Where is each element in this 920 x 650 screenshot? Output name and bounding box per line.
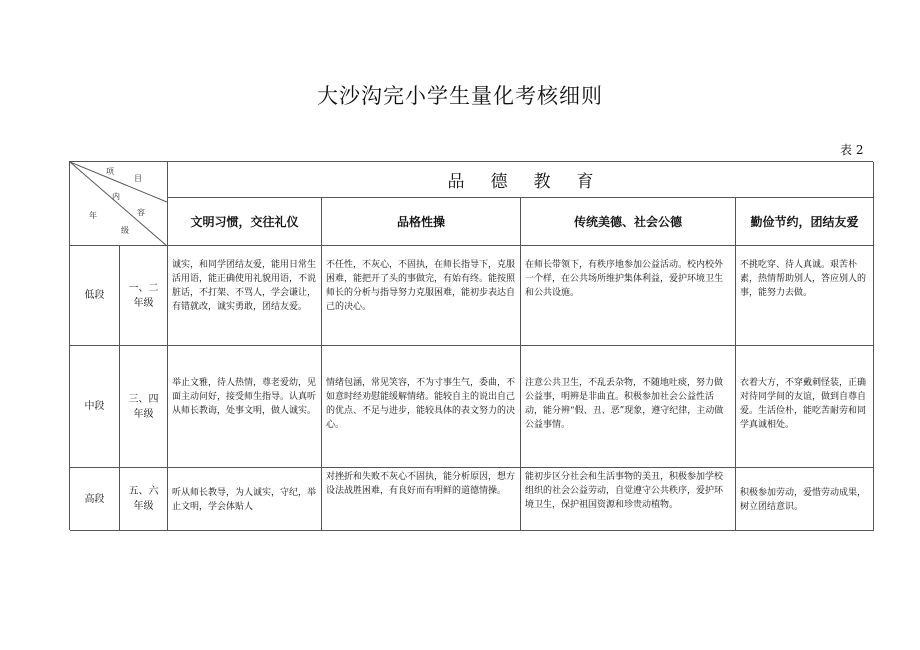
corner-label-ji: 级: [121, 226, 129, 235]
stage-cell: 高段: [70, 468, 120, 531]
criteria-cell: 衣着大方，不穿戴刺怪装，正确对待同学间的友谊，做到自尊自爱。生活俭朴，能吃苦耐劳和同学真诚相处。: [736, 346, 874, 468]
grade-cell: 五、六年级: [120, 468, 168, 531]
column-header: 勤俭节约，团结友爱: [736, 198, 874, 246]
corner-label-mu: 目: [134, 174, 142, 183]
stage-cell: 低段: [70, 246, 120, 346]
criteria-cell: 听从师长教导，为人诚实，守纪，举止文明，学会体贴人: [168, 468, 322, 531]
criteria-cell: 诚实，和同学团结友爱，能用日常生活用语，能正确使用礼貌用语，不说脏话，不打架、不骂人，学会谦让，有错就改，诚实勇敢，团结友爱。: [168, 246, 322, 346]
column-header: 传统美德、社会公德: [521, 198, 736, 246]
grade-cell: 一、二年级: [120, 246, 168, 346]
corner-label-rong: 容: [137, 208, 145, 217]
criteria-cell: 不挑吃穿、待人真诚。艰苦朴素，热情帮助别人，答应别人的事，能努力去做。: [736, 246, 874, 346]
criteria-cell: 对挫折和失败不灰心不固执，能分析原因，想方设法战胜困难，有良好而有明鲜的道德情操。: [322, 468, 521, 531]
column-header: 文明习惯，交往礼仪: [168, 198, 322, 246]
corner-label-xiang: 项: [106, 167, 114, 176]
criteria-cell: 不任性，不灰心，不固执，在师长指导下，克服困难，能把开了头的事做完，有始有终。能按照师长的分析与指导努力克服困难，能初步表达自己的决心。: [322, 246, 521, 346]
corner-label-nian: 年: [89, 211, 97, 220]
corner-diagonal-lines: [70, 162, 168, 246]
corner-label-nei: 内: [112, 192, 120, 201]
assessment-table: [69, 161, 873, 530]
category-header: 品德教育: [168, 162, 874, 198]
criteria-cell: 在师长带领下，有秩序地参加公益活动。校内校外一个样，在公共场所维护集体利益，爱护环境卫生和公共设施。: [521, 246, 736, 346]
table-number: 表 2: [840, 143, 864, 157]
criteria-cell: 举止文雅，待人热情，尊老爱幼，见面主动问好，接受师生指导。认真听从师长教诲，处事文明，做人诚实。: [168, 346, 322, 468]
grade-cell: 三、四年级: [120, 346, 168, 468]
criteria-cell: 注意公共卫生，不乱丢杂物，不随地吐痰，努力做公益事，明辨是非曲直。积极参加社会公益性活动，能分辨“假、丑、恶”现象，遵守纪律，主动做公益事情。: [521, 346, 736, 468]
column-header: 品格性操: [322, 198, 521, 246]
criteria-cell: 情绪包涵，常见笑容，不为寸事生气，委曲，不如意时经劝慰能缓解情绪。能较自主的说出自己的优点、不足与进步，能较具体的表文努力的决心。: [322, 346, 521, 468]
page-title: 大沙沟完小学生量化考核细则: [317, 84, 603, 108]
stage-cell: 中段: [70, 346, 120, 468]
corner-header-cell: [70, 162, 168, 246]
criteria-cell: 能初步区分社会和生活事物的美丑，积极参加学校组织的社会公益劳动，自觉遵守公共秩序，爱护环境卫生，保护祖国资源和珍贵动植物。: [521, 468, 736, 531]
criteria-cell: 积极参加劳动，爱惜劳动成果，树立团结意识。: [736, 468, 874, 531]
